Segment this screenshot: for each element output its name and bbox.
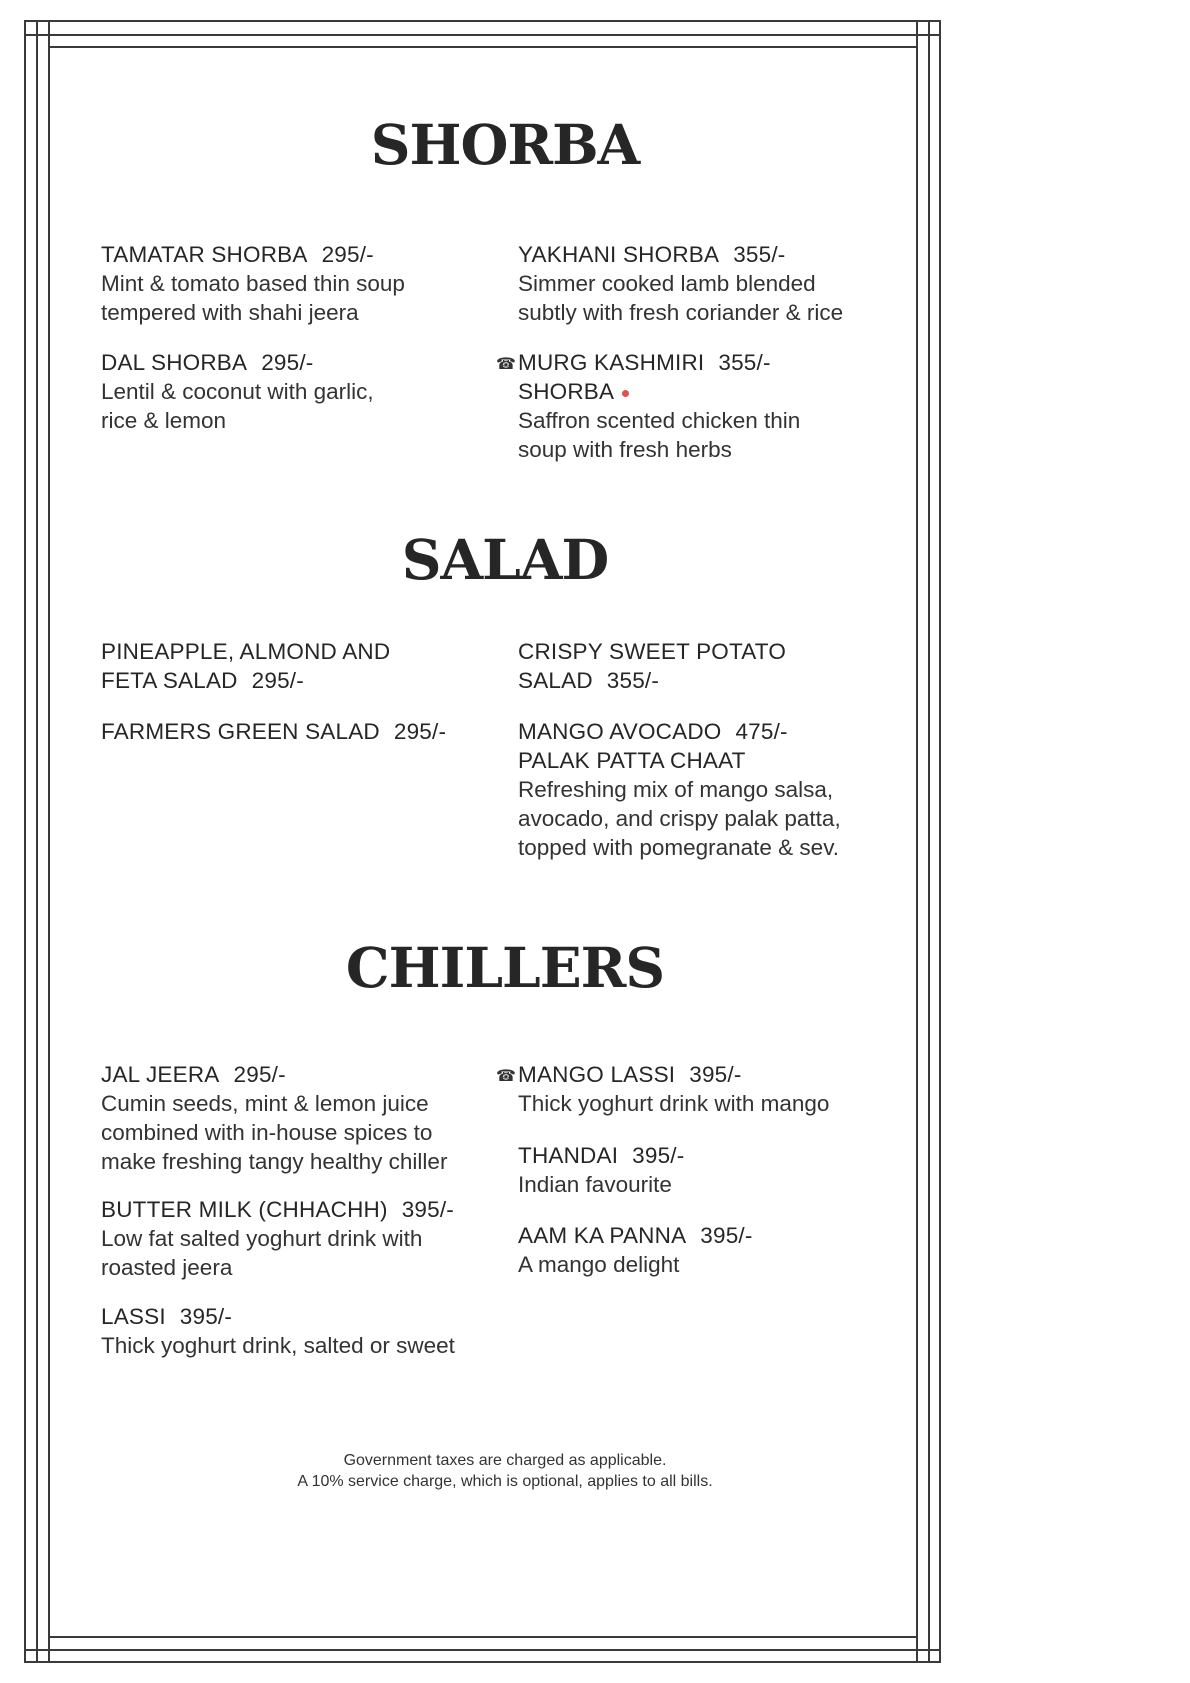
item-price: 395/-: [401, 1197, 454, 1222]
item-name: BUTTER MILK (CHHACHH): [101, 1197, 388, 1222]
item-name: SALAD: [518, 668, 593, 693]
item-name: AAM KA PANNA: [518, 1223, 687, 1248]
item-price: 395/-: [689, 1062, 742, 1087]
item-description: Cumin seeds, mint & lemon juice: [101, 1091, 429, 1116]
item-name: LASSI: [101, 1304, 166, 1329]
footer-notes: [0, 1450, 1010, 1492]
footer-service-charge-note: A 10% service charge, which is optional, applies to all bills.: [297, 1473, 713, 1490]
section-title-salad: SALAD: [401, 527, 609, 592]
item-name: MANGO LASSI: [518, 1062, 676, 1087]
menu-item-sweet-potato-salad: [518, 637, 898, 695]
signature-icon: ☎: [496, 1068, 516, 1085]
item-description: Lentil & coconut with garlic,: [101, 379, 374, 404]
item-price: 355/-: [606, 668, 660, 693]
item-description: Refreshing mix of mango salsa,: [518, 777, 834, 802]
menu-item-thandai: [518, 1141, 898, 1199]
menu-item-tamatar-shorba: [101, 240, 481, 327]
item-name: SHORBA: [518, 379, 615, 404]
menu-item-mango-avocado-chaat: [518, 717, 898, 862]
item-name: FARMERS GREEN SALAD: [101, 719, 380, 744]
frame-bottom-inner: [48, 1636, 918, 1638]
footer-tax-note: Government taxes are charged as applicable.: [343, 1452, 667, 1469]
item-description: tempered with shahi jeera: [101, 300, 359, 325]
frame-right-inner: [916, 20, 918, 1663]
item-description: subtly with fresh coriander & rice: [518, 300, 844, 325]
menu-item-murg-kashmiri-shorba: [496, 348, 898, 464]
item-price: 295/-: [261, 350, 314, 375]
item-description: make freshing tangy healthy chiller: [101, 1149, 448, 1174]
item-description: Saffron scented chicken thin: [518, 408, 801, 433]
item-name: JAL JEERA: [101, 1062, 220, 1087]
frame-right-mid: [928, 20, 930, 1663]
frame-right-outer: [939, 20, 941, 1663]
menu-item-butter-milk: [101, 1195, 481, 1282]
item-description: A mango delight: [518, 1252, 680, 1277]
signature-icon: ☎: [496, 356, 516, 373]
menu-item-jal-jeera: [101, 1060, 481, 1176]
item-description: Mint & tomato based thin soup: [101, 271, 405, 296]
item-name: DAL SHORBA: [101, 350, 248, 375]
section-title-shorba: SHORBA: [370, 112, 640, 177]
item-price: 295/-: [233, 1062, 286, 1087]
item-description: roasted jeera: [101, 1255, 233, 1280]
item-name: TAMATAR SHORBA: [101, 242, 308, 267]
frame-bottom-outer: [24, 1661, 941, 1663]
item-name: MURG KASHMIRI: [518, 350, 705, 375]
item-name: THANDAI: [518, 1143, 619, 1168]
item-description: Indian favourite: [518, 1172, 672, 1197]
frame-left-mid: [36, 20, 38, 1663]
frame-top-inner: [48, 46, 918, 48]
item-name: YAKHANI SHORBA: [518, 242, 720, 267]
menu-item-dal-shorba: [101, 348, 481, 435]
item-price: 295/-: [393, 719, 447, 744]
frame-left-inner: [48, 20, 50, 1663]
item-price: 355/-: [718, 350, 771, 375]
frame-left-outer: [24, 20, 26, 1663]
non-veg-dot-icon: [622, 390, 629, 397]
section-title-chillers: CHILLERS: [345, 935, 665, 1000]
menu-item-yakhani-shorba: [518, 240, 898, 327]
item-description: rice & lemon: [101, 408, 227, 433]
item-price: 295/-: [321, 242, 374, 267]
item-price: 395/-: [632, 1143, 685, 1168]
menu-item-aam-ka-panna: [518, 1221, 898, 1279]
item-name: FETA SALAD: [101, 668, 238, 693]
item-price: 395/-: [700, 1223, 753, 1248]
item-description: Simmer cooked lamb blended: [518, 271, 816, 296]
item-name: PALAK PATTA CHAAT: [518, 748, 746, 773]
item-description: Thick yoghurt drink with mango: [518, 1091, 830, 1116]
item-description: combined with in-house spices to: [101, 1120, 433, 1145]
frame-top-mid: [24, 34, 941, 36]
item-description: topped with pomegranate & sev.: [518, 835, 840, 860]
frame-bottom-mid: [24, 1649, 941, 1651]
menu-item-lassi: [101, 1302, 481, 1360]
item-price: 295/-: [251, 668, 304, 693]
item-name: CRISPY SWEET POTATO: [518, 639, 787, 664]
item-price: 355/-: [733, 242, 786, 267]
item-name: PINEAPPLE, ALMOND AND: [101, 639, 391, 664]
menu-item-pineapple-salad: [101, 637, 481, 695]
item-name: MANGO AVOCADO: [518, 719, 722, 744]
item-description: soup with fresh herbs: [518, 437, 732, 462]
item-price: 395/-: [179, 1304, 233, 1329]
item-description: Low fat salted yoghurt drink with: [101, 1226, 423, 1251]
menu-item-mango-lassi: [496, 1060, 898, 1118]
item-description: Thick yoghurt drink, salted or sweet: [101, 1333, 455, 1358]
item-price: 475/-: [735, 719, 788, 744]
frame-top-outer: [24, 20, 941, 22]
menu-item-farmers-green-salad: [101, 717, 481, 746]
item-description: avocado, and crispy palak patta,: [518, 806, 841, 831]
